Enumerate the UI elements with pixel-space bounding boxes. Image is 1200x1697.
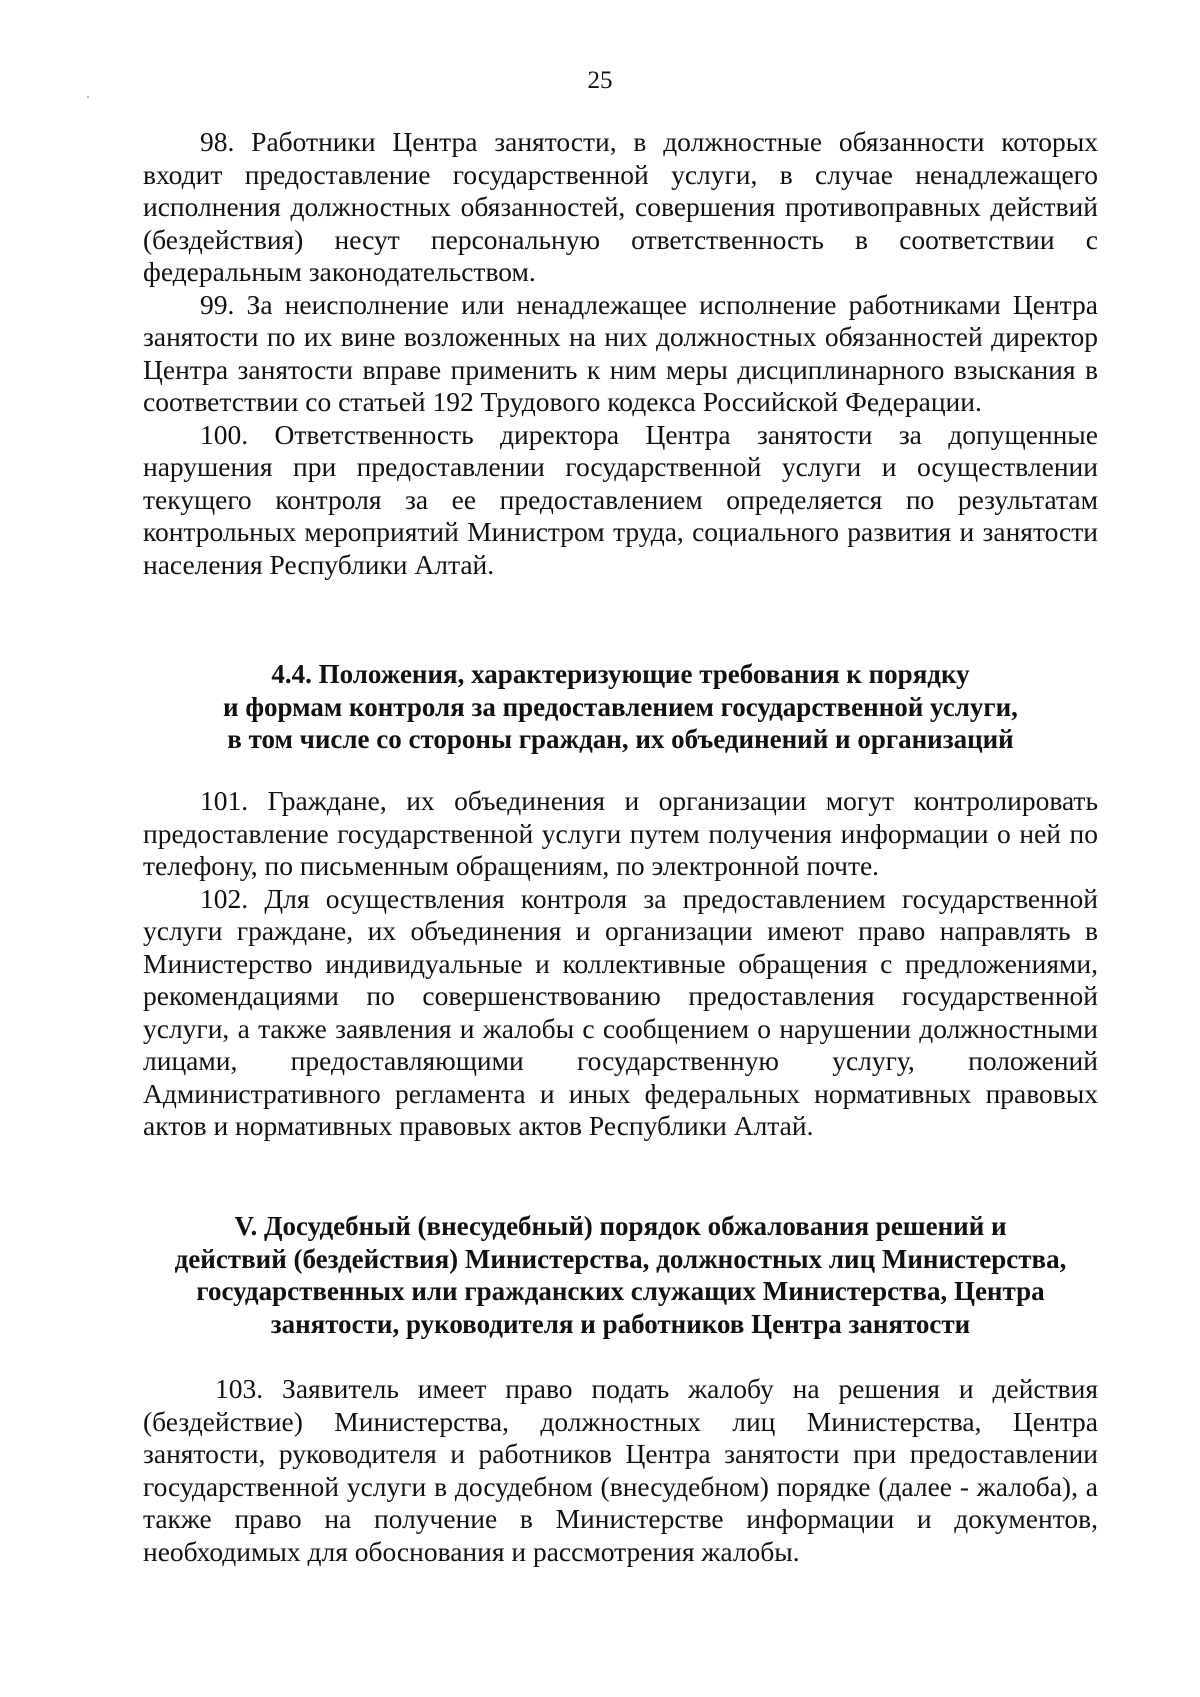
section-heading-v: [143, 1210, 1098, 1340]
section-text-top: [143, 126, 1098, 581]
section-text-middle: [143, 785, 1098, 1143]
paragraph-103: 103. Заявитель имеет право подать жалобу на решения и действия (бездействие) Министерства, должностных лиц Министерства, Центра занятости, руководителя и работников Центра занятости при предоставлении государственной услуги в досудебном (внесудебном) порядке (далее - жалоба), а также право на получение в Министерстве информации и документов, необходимых для обоснования и рассмотрения жалобы.: [143, 1373, 1098, 1567]
paragraph-100: 100. Ответственность директора Центра занятости за допущенные нарушения при предоставлении государственной услуги и осуществлении текущего контроля за ее предоставлением определяется по результатам контрольных мероприятий Министром труда, социального развития и занятости населения Республики Алтай.: [143, 418, 1098, 580]
paragraph-99: 99. За неисполнение или ненадлежащее исполнение работниками Центра занятости по их вине возложенных на них должностных обязанностей директор Центра занятости вправе применить к ним меры дисциплинарного взыскания в соответствии со статьей 192 Трудового кодекса Российской Федерации.: [143, 288, 1098, 417]
heading-line: и формам контроля за предоставлением государственной услуги,: [223, 691, 1018, 722]
paragraph-101: 101. Граждане, их объединения и организации могут контролировать предоставление государственной услуги путем получения информации о ней по телефону, по письменным обращениям, по электронной почте.: [143, 785, 1098, 881]
section-heading-4-4: [143, 658, 1098, 756]
heading-line: действий (бездействия) Министерства, должностных лиц Министерства,: [174, 1243, 1067, 1274]
page-number: 25: [587, 67, 613, 94]
section-text-bottom: [143, 1373, 1098, 1568]
scan-speck: [87, 96, 89, 98]
paragraph-102: 102. Для осуществления контроля за предоставлением государственной услуги граждане, их объединения и организации имеют право направлять в Министерство индивидуальные и коллективные обращения с предложениями, рекомендациями по совершенствованию предоставления государственной услуги, а также заявления и жалобы с сообщением о нарушении должностными лицами, предоставляющими государственную услугу, положений Административного регламента и иных федеральных нормативных правовых актов и нормативных правовых актов Республики Алтай.: [143, 882, 1098, 1141]
heading-line: 4.4. Положения, характеризующие требования к порядку: [271, 659, 970, 689]
heading-line: занятости, руководителя и работников Центра занятости: [270, 1308, 971, 1339]
paragraph-98: 98. Работники Центра занятости, в должностные обязанности которых входит предоставление государственной услуги, в случае ненадлежащего исполнения должностных обязанностей, совершения противоправных действий (бездействия) несут персональную ответственность в соответствии с федеральным законодательством.: [143, 126, 1098, 287]
heading-line: государственных или гражданских служащих Министерства, Центра: [196, 1276, 1045, 1306]
heading-line: V. Досудебный (внесудебный) порядок обжалования решений и: [234, 1211, 1007, 1241]
heading-line: в том числе со стороны граждан, их объединений и организаций: [227, 724, 1014, 754]
